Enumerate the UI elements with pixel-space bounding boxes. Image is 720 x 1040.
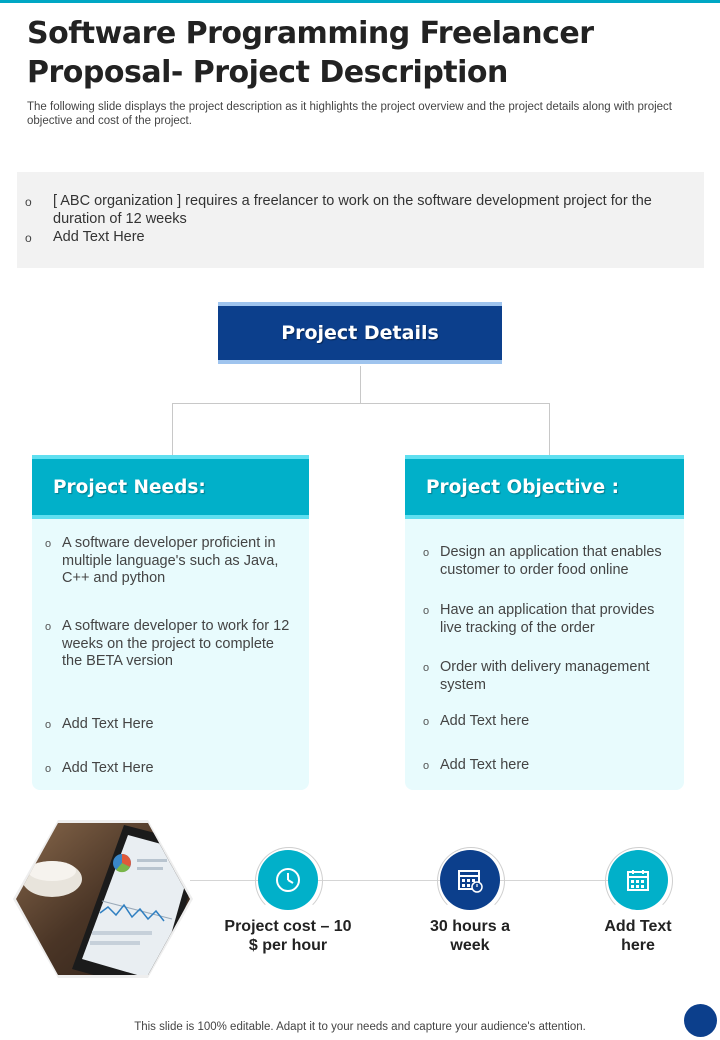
corner-dot xyxy=(684,1004,717,1037)
top-accent-bar xyxy=(0,0,720,3)
hours-circle xyxy=(440,850,500,910)
clock-icon xyxy=(275,867,301,893)
project-objective-title: Project Objective : xyxy=(405,455,684,519)
add-text-circle xyxy=(608,850,668,910)
connector-line xyxy=(360,366,361,403)
project-details-label: Project Details xyxy=(281,322,439,344)
calendar-clock-icon xyxy=(457,867,483,893)
footer-note: This slide is 100% editable. Adapt it to your needs and capture your audience's attention. xyxy=(134,1021,586,1033)
connector-line xyxy=(172,403,550,404)
connector-line xyxy=(549,403,550,456)
project-objective-card xyxy=(405,455,684,790)
objective-item: o Design an application that enables customer to order food online xyxy=(440,544,675,579)
add-text-caption: Add Text here xyxy=(604,918,672,954)
project-overview-box xyxy=(17,172,704,268)
project-needs-card xyxy=(32,455,309,790)
needs-item: o Add Text Here xyxy=(62,760,292,778)
needs-item: o Add Text Here xyxy=(62,716,292,734)
project-needs-title: Project Needs: xyxy=(32,455,309,519)
cost-caption: Project cost – 10 $ per hour xyxy=(224,918,352,954)
needs-item: o A software developer proficient in multiple language's such as Java, C++ and python xyxy=(62,535,292,588)
connector-line xyxy=(172,403,173,456)
overview-item: o Add Text Here xyxy=(53,228,674,246)
project-details-header xyxy=(218,302,502,364)
overview-item: o [ ABC organization ] requires a freelancer to work on the software development project for the duration of 12 weeks xyxy=(53,192,674,228)
objective-item: o Have an application that provides live tracking of the order xyxy=(440,602,675,637)
page-subtitle: The following slide displays the project description as it highlights the project overview and the project details along with project objective and cost of the project. xyxy=(27,101,672,127)
page-title: Software Programming Freelancer Proposal- Project Description xyxy=(27,16,594,90)
objective-item: o Add Text here xyxy=(440,757,675,775)
objective-item: o Add Text here xyxy=(440,713,675,731)
tablet-photo xyxy=(12,819,194,979)
cost-circle xyxy=(258,850,318,910)
needs-item: o A software developer to work for 12 weeks on the project to complete the BETA version xyxy=(62,618,292,671)
calendar-icon xyxy=(626,868,650,892)
objective-item: o Order with delivery management system xyxy=(440,659,675,694)
hours-caption: 30 hours a week xyxy=(429,918,511,954)
